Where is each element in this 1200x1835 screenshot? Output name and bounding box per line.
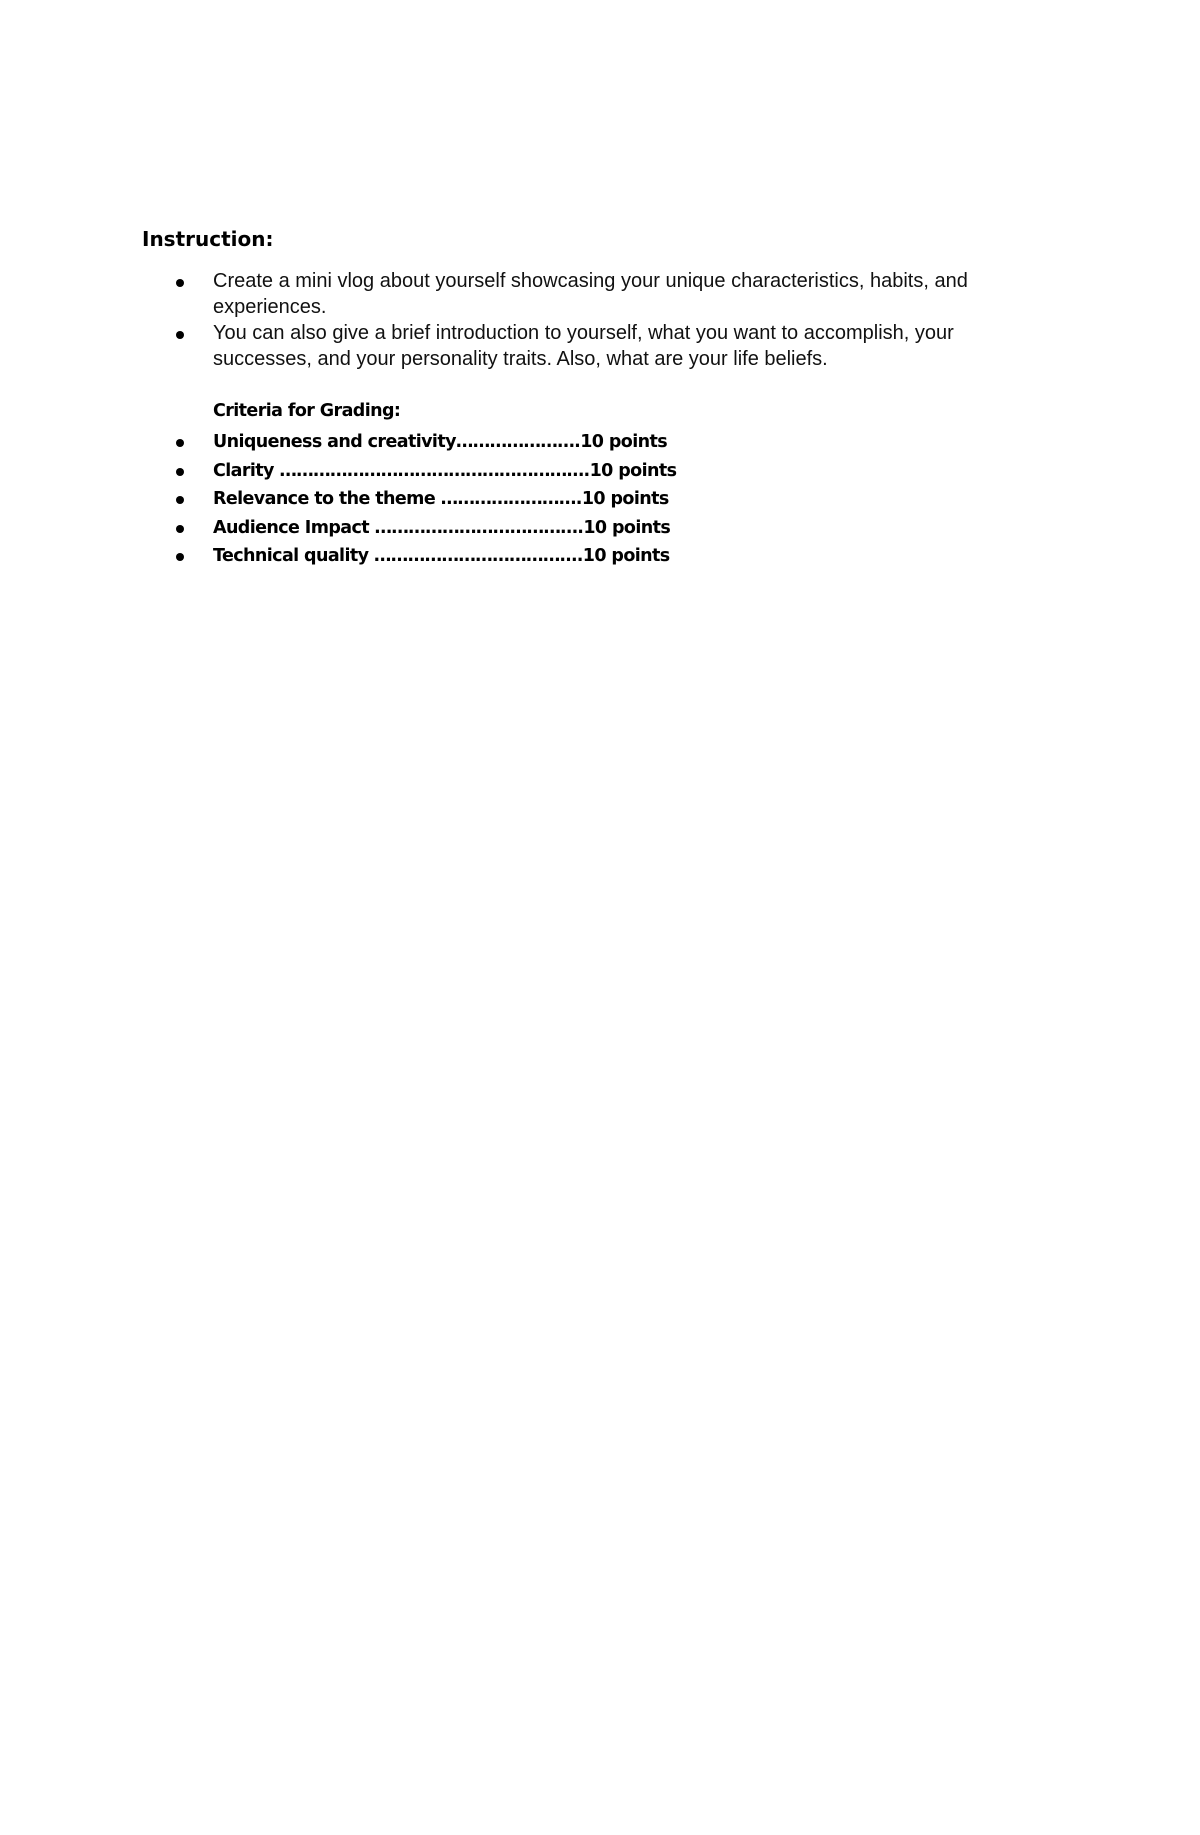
bullet-icon	[176, 525, 184, 533]
criteria-item	[142, 457, 1042, 486]
criteria-text: Uniqueness and creativity………………….10 points	[213, 432, 668, 452]
criteria-item	[142, 428, 1042, 457]
bullet-icon	[176, 439, 184, 447]
instruction-item	[142, 268, 1042, 320]
criteria-item	[142, 485, 1042, 514]
criteria-item	[142, 542, 1042, 571]
criteria-list	[142, 428, 1042, 571]
criteria-text: Audience Impact ……………………………….10 points	[213, 517, 671, 538]
bullet-icon	[176, 553, 184, 561]
instruction-text: You can also give a brief introduction to yourself, what you want to accomplish, your successes, and your personality traits. Also, what are your life beliefs.	[213, 322, 954, 370]
document-content	[142, 226, 1042, 571]
criteria-title: Criteria for Grading:	[213, 401, 401, 421]
criteria-text: Technical quality ……………………………….10 points	[213, 546, 670, 566]
bullet-icon	[176, 279, 184, 287]
bullet-icon	[176, 496, 184, 504]
criteria-text: Relevance to the theme …………………….10 points	[213, 489, 669, 509]
instruction-heading: Instruction:	[142, 227, 274, 251]
criteria-item	[142, 514, 1042, 543]
instruction-text: Create a mini vlog about yourself showcasing your unique characteristics, habits, and experiences.	[213, 270, 968, 318]
bullet-icon	[176, 331, 184, 339]
instruction-item	[142, 320, 1042, 372]
instruction-list	[142, 268, 1042, 372]
bullet-icon	[176, 468, 184, 476]
criteria-text: Clarity ……………………………………………….10 points	[213, 460, 677, 481]
